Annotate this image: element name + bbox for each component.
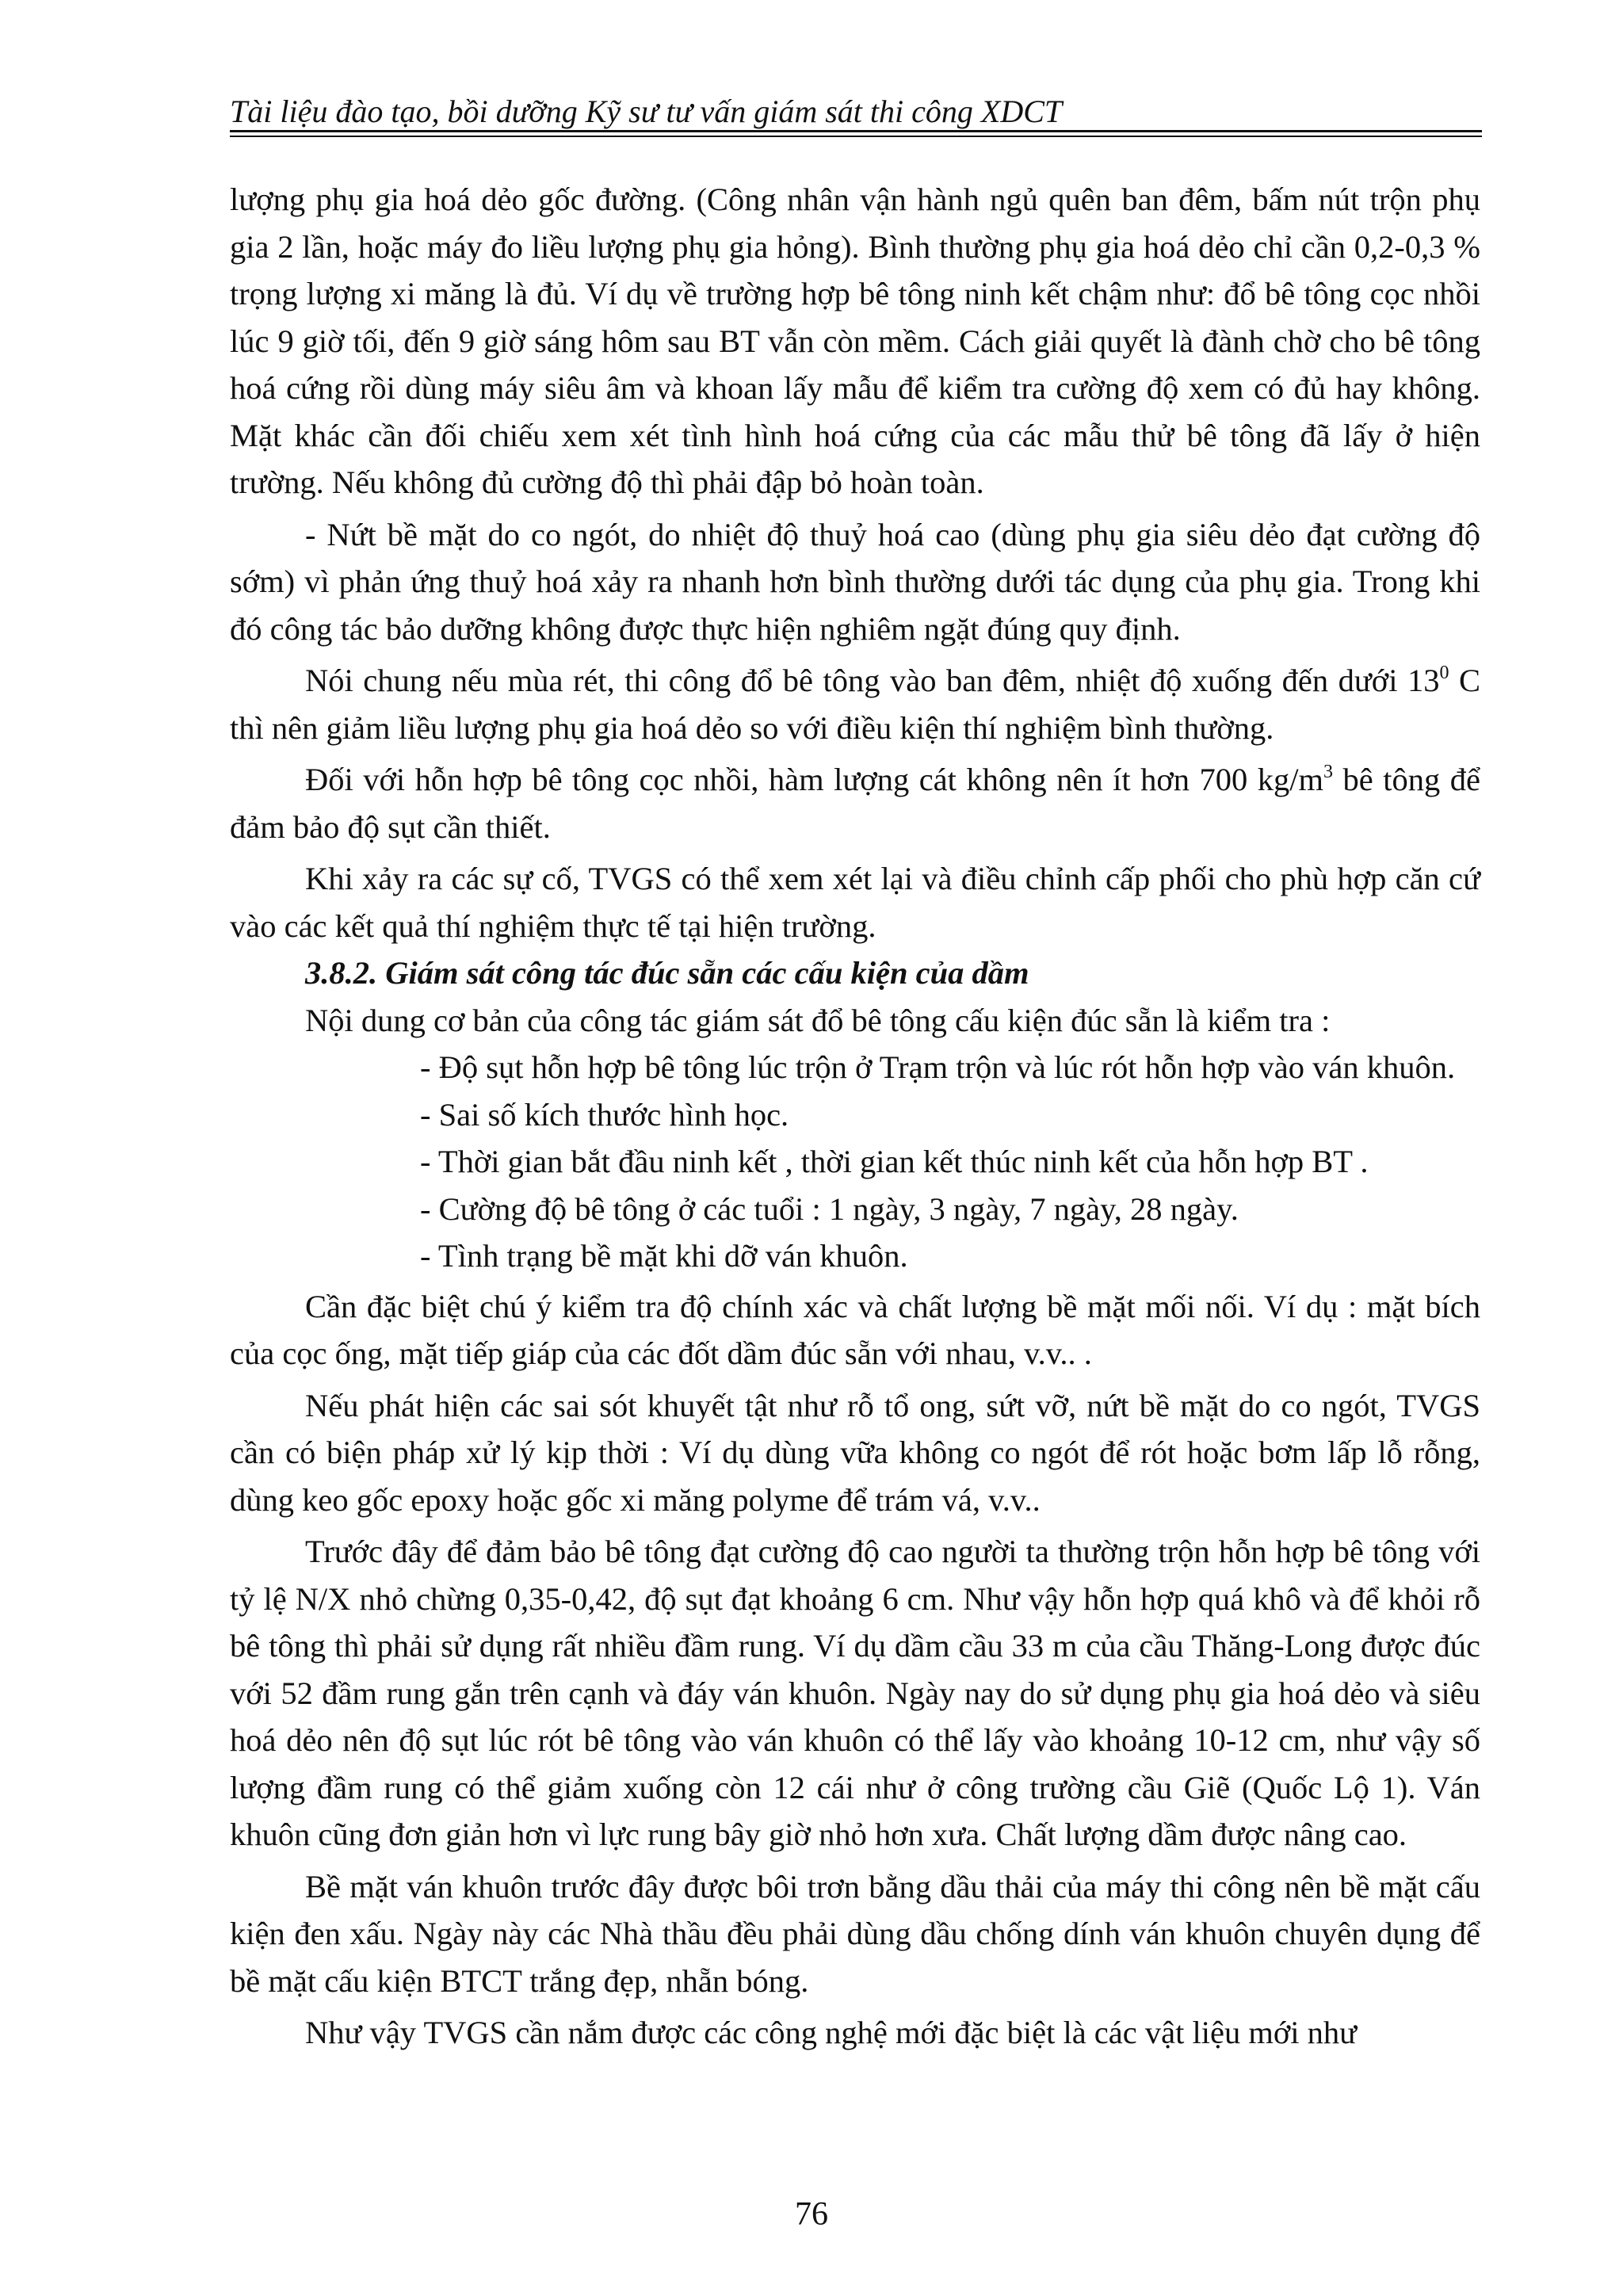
bullet-item: - Cường độ bê tông ở các tuổi : 1 ngày, 3 ngày, 7 ngày, 28 ngày. <box>420 1190 1239 1227</box>
bullet-item: - Tình trạng bề mặt khi dỡ ván khuôn. <box>420 1238 908 1274</box>
paragraph <box>230 657 1480 751</box>
header-rule-thin <box>230 136 1482 137</box>
paragraph-text: C thì nên giảm liều lượng phụ gia hoá dẻo so với điều kiện thí nghiệm bình thường. <box>230 663 1481 746</box>
paragraph: Cần đặc biệt chú ý kiểm tra độ chính xác và chất lượng bề mặt mối nối. Ví dụ : mặt bích của cọc ống, mặt tiếp giáp của các đốt dầm đúc sẵn với nhau, v.v.. . <box>230 1288 1480 1371</box>
page-number: 76 <box>795 2196 828 2233</box>
paragraph-text: bê tông để đảm bảo độ sụt cần thiết. <box>230 762 1480 845</box>
superscript: 3 <box>1323 762 1334 782</box>
bullet-item: - Độ sụt hỗn hợp bê tông lúc trộn ở Trạm trộn và lúc rót hỗn hợp vào ván khuôn. <box>420 1049 1456 1085</box>
paragraph: lượng phụ gia hoá dẻo gốc đường. (Công nhân vận hành ngủ quên ban đêm, bấm nút trộn phụ gia 2 lần, hoặc máy đo liều lượng phụ gia hỏng). Bình thường phụ gia hoá dẻo chỉ cần 0,2-0,3 % trọng lượng xi măng là đủ. Ví dụ về trường hợp bê tông ninh kết chậm như: đổ bê tông cọc nhồi lúc 9 giờ tối, đến 9 giờ sáng hôm sau BT vẫn còn mềm. Cách giải quyết là đành chờ cho bê tông hoá cứng rồi dùng máy siêu âm và khoan lấy mẫu để kiểm tra cường độ xem có đủ hay không. Mặt khác cần đối chiếu xem xét tình hình hoá cứng của các mẫu thử bê tông đã lấy ở hiện trường. Nếu không đủ cường độ thì phải đập bỏ hoàn toàn. <box>230 181 1480 500</box>
header-rule-thick <box>230 130 1482 132</box>
paragraph: Bề mặt ván khuôn trước đây được bôi trơn bằng dầu thải của máy thi công nên bề mặt cấu kiện đen xấu. Ngày này các Nhà thầu đều phải dùng dầu chống dính ván khuôn chuyên dụng để bề mặt cấu kiện BTCT trắng đẹp, nhẵn bóng. <box>230 1868 1480 1999</box>
bullet-item: - Thời gian bắt đầu ninh kết , thời gian kết thúc ninh kết của hỗn hợp BT . <box>420 1144 1369 1179</box>
paragraph-text: Đối với hỗn hợp bê tông cọc nhồi, hàm lượng cát không nên ít hơn 700 kg/m <box>305 762 1324 797</box>
paragraph: Nếu phát hiện các sai sót khuyết tật như rỗ tổ ong, sứt vỡ, nứt bề mặt do co ngót, TVGS cần có biện pháp xử lý kịp thời : Ví dụ dùng vữa không co ngót để rót hoặc bơm lấp lỗ rỗng, dùng keo gốc epoxy hoặc gốc xi măng polyme để trám vá, v.v.. <box>230 1387 1480 1518</box>
paragraph-text: Nói chung nếu mùa rét, thi công đổ bê tông vào ban đêm, nhiệt độ xuống đến dưới 13 <box>305 663 1440 698</box>
bullet-item: - Sai số kích thước hình học. <box>420 1096 789 1133</box>
paragraph: Như vậy TVGS cần nắm được các công nghệ mới đặc biệt là các vật liệu mới như <box>305 2015 1358 2050</box>
paragraph: Khi xảy ra các sự cố, TVGS có thể xem xét lại và điều chỉnh cấp phối cho phù hợp căn cứ vào các kết quả thí nghiệm thực tế tại hiện trường. <box>230 861 1480 944</box>
paragraph: - Nứt bề mặt do co ngót, do nhiệt độ thuỷ hoá cao (dùng phụ gia siêu dẻo đạt cường độ sớm) vì phản ứng thuỷ hoá xảy ra nhanh hơn bình thường dưới tác dụng của phụ gia. Trong khi đó công tác bảo dưỡng không được thực hiện nghiêm ngặt đúng quy định. <box>230 516 1480 647</box>
paragraph <box>230 756 1480 850</box>
section-heading: 3.8.2. Giám sát công tác đúc sẵn các cấu kiện của dầm <box>305 955 1029 991</box>
superscript: 0 <box>1439 663 1449 683</box>
page-body <box>230 176 1480 2057</box>
running-header: Tài liệu đào tạo, bồi dưỡng Kỹ sư tư vấn giám sát thi công XDCT <box>230 94 1063 129</box>
paragraph: Trước đây để đảm bảo bê tông đạt cường độ cao người ta thường trộn hỗn hợp bê tông với tỷ lệ N/X nhỏ chừng 0,35-0,42, độ sụt đạt khoảng 6 cm. Như vậy hỗn hợp quá khô và để khỏi rỗ bê tông thì phải sử dụng rất nhiều đầm rung. Ví dụ dầm cầu 33 m của cầu Thăng-Long được đúc với 52 đầm rung gắn trên cạnh và đáy ván khuôn. Ngày nay do sử dụng phụ gia hoá dẻo và siêu hoá dẻo nên độ sụt lúc rót bê tông vào ván khuôn có thể lấy vào khoảng 10-12 cm, như vậy số lượng đầm rung có thể giảm xuống còn 12 cái như ở công trường cầu Giẽ (Quốc Lộ 1). Ván khuôn cũng đơn giản hơn vì lực rung bây giờ nhỏ hơn xưa. Chất lượng dầm được nâng cao. <box>230 1534 1480 1852</box>
paragraph: Nội dung cơ bản của công tác giám sát đổ bê tông cấu kiện đúc sẵn là kiểm tra : <box>305 1002 1331 1038</box>
